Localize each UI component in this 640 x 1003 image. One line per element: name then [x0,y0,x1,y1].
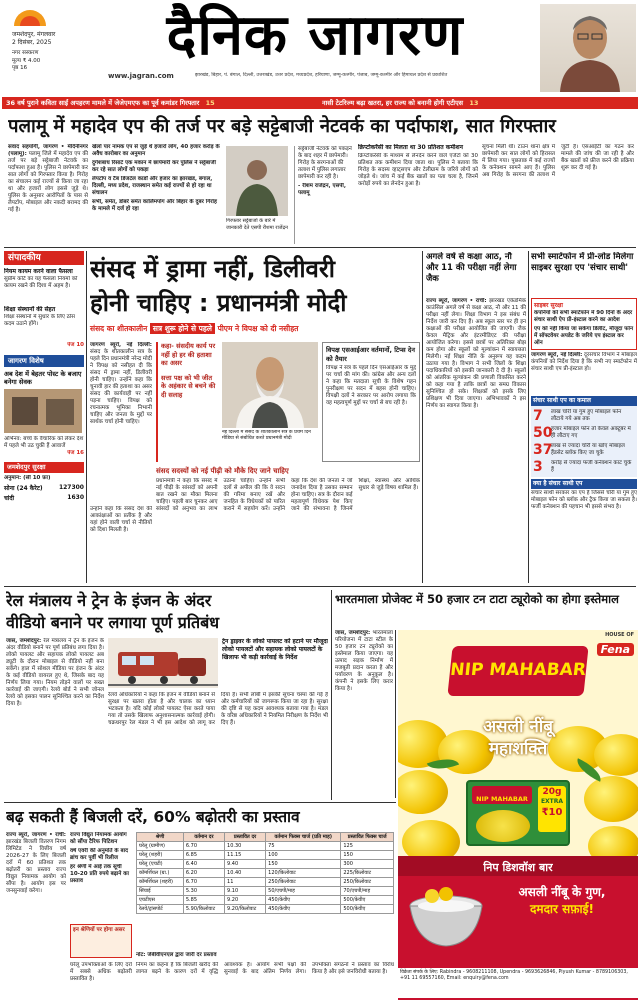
tariff-cell: 9.20 [225,896,266,905]
tariff-cell: घरेलू (शहरी) [137,851,184,860]
lead-bullet: खेलों पार नामक एप से जुड़े थे हजारों लोग, 40 हजार करोड़ के अवैध कारोबार का अनुमान [92,144,220,157]
sanchar-stat [533,459,635,475]
special-photo [4,389,82,433]
lead-bullet: दुर्गेशबांध रिसार्ट एक मकान में छापेमारी कर पुलिस ने सट्टेबाजी कर रहे सात लोगों को पकड़ा [92,160,216,173]
tariff-header: वर्तमान दर [183,833,224,842]
parliament-pull-quote: सत्ता पक्ष को भी जीत के अहंकार से बचने की दी सलाह [161,373,216,399]
parliament-byline: जागरण ब्यूरो, नई दिल्ली: [90,342,152,348]
ad-footer: विक्रेता संपर्क के लिए: Rabindra - 9608211108, Upendra - 9693626846, Piyush Kumar - 8789106303, +91 11 69557160, Email: enquiry@fena.com [398,968,638,998]
tariff-cell: 9.40 [225,860,266,869]
editions-strip: झारखंड, बिहार, पं. बंगाल, दिल्ली, उत्तराखंड, उत्तर प्रदेश, मध्यप्रदेश, हरियाणा, जम्मू-कश्मीर, पंजाब, जम्मू-कश्मीर और हिमाचल प्रदेश से प्रकाशित [195,73,448,78]
lead-byline: संवाद सहयोगी, जागरण • मेदिनीनगर (पलामू): [8,144,88,157]
power-bullet: वर्ष एवरी की अनुमति के बाद ब्रांच कर पूर्वी भी रिलीज [70,848,129,861]
tariff-cell: 6.70 [183,878,224,887]
ad-tagline-1: असली नींबू [483,717,553,737]
lead-bullet: सभी, समेत, डोबरे समेत कालिमपोंग और बिहार के दुबर गिरोह के मामले में दर्ज हो रहा [92,199,217,212]
special-title: जागरण विशेष [4,355,84,367]
tariff-cell: 6.85 [183,851,224,860]
tariff-cell: 500/केवीए [341,896,394,905]
tariff-cell: रेलवे/ट्रांसपोर्ट [137,905,184,914]
ad-tagline-2: महाशक्ति [488,739,548,759]
modi-photo-caption: नई दिल्ली में संसद के शीतकालीन सत्र के प्रथम दिन मीडिया से संबोधित करते प्रधानमंत्री मोदी [222,430,311,441]
rail-headline-2[interactable]: वीडियो बनाने पर लगाया पूर्ण प्रतिबंध [6,613,220,632]
bharatmala-byline: जासं, जमशेदपुर: [335,630,371,636]
sanchar-stat-text: लाख से ज्यादा चोरी या खोए मोबाइल हैंडसेट ब्लॉक किए जा चुके [551,443,625,456]
safety-row [4,484,84,492]
sanchar-headline[interactable]: सभी स्मार्टफोन में प्री-लोड मिलेगा साइबर सुरक्षा एप 'संचार साथी' [531,252,634,273]
parliament-story: संसद में ड्रामा नहीं, डिलीवरी होनी चाहिए : प्रधानमंत्री मोदी संसद का शीतकालीन सत्र शुरू होने से पहले पीएम ने विपक्ष को दी नसीहत जागरण ब्यूरो, नई दिल्ली: संसद के शीतकालीन सत्र के पहले दिन प्रधानमंत्री नरेन्द्र मोदी ने विपक्ष को नसीहत दी कि संसद में ड्रामा नहीं, डिलीवरी होनी चाहिए। उन्होंने कहा कि चुनावी हार की हताशा का असर संसद की कार्यवाही पर नहीं पड़ना चाहिए। विपक्ष को रचनात्मक भूमिका निभानी चाहिए और जनता के मुद्दों पर सार्थक चर्चा होनी चाहिए। कहा- संसदीय कार्य पर नहीं हो हर की हताशा का असर सत्ता पक्ष को भी जीत के अहंकार से बचने की दी सलाह नई दिल्ली में संसद के शीतकालीन सत्र के प्रथम दिन मीडिया से संबोधित करते प्रधानमंत्री मोदी विपक्ष एसआईआर वर्तमानों, टिप्स देन को तैयार विपक्ष ने सत्र के पहले दिन एसआईआर के मुद्दे पर चर्चा की मांग की। कांग्रेस और अन्य दलों ने कहा कि मतदाता सूची के विशेष गहन पुनरीक्षण पर सदन में बहस होनी चाहिए। विपक्षी दलों ने सरकार पर आरोप लगाया कि वह महत्वपूर्ण मुद्दों पर चर्चा से बच रही है। संसद सदस्यों को नई पीढ़ी को मौके दिए जाने चाहिए प्रधानमंत्री ने कहा कि संसद में नई पीढ़ी के सांसदों को अपनी बात रखने का मौका मिलना चाहिए। पहली बार चुनकर आए सांसदों को अनुभव का लाभ उठाना चाहिए। उन्होंने सभी दलों से अपील की कि वे सदन की गरिमा बनाए रखें और जनहित के विधेयकों को पारित कराने में सहयोग करें। उन्होंने कहा कि देश की जनता ने जो जनादेश दिया है उसका सम्मान होना चाहिए। सत्र के दौरान कई महत्वपूर्ण विधेयक पेश किए जाने की संभावना है जिनमें शिक्षा, स्वास्थ्य और आर्थिक सुधार से जुड़े विषय शामिल हैं। उन्होंने कहा कि संसद देश की आकांक्षाओं का प्रतीक है और यहां होने वाली चर्चा से नीतियों को दिशा मिलती है। [90,252,420,584]
top-strip-right-text: नासी टेटरिज्म बढ़ा खतरा, हर राज्य को बनानी होगी एटीएस [322,99,464,107]
editorial-item2[interactable]: शिक्षा संस्थानों की सेहत [4,306,56,313]
tariff-cell: 10.30 [225,842,266,851]
tariff-cell: 6.20 [183,869,224,878]
table-row [137,878,394,887]
tariff-cell: 250/किलोवाट [266,878,341,887]
table-row [137,905,394,914]
editorial-title: संपादकीय [4,251,84,265]
power-bullet: हर श्रेणी में आई तक सूची 10-20 प्रति रुपये बढ़ाने का प्रस्ताव [70,864,129,884]
fena-logo: Fena [597,643,634,656]
columnist-photo [540,4,636,92]
top-strip-left-page: 15 [205,99,215,107]
tariff-cell: 125 [341,842,394,851]
pack-weight: 20g [542,787,562,797]
tariff-cell: 70/एचपी/माह [341,887,394,896]
tariff-cell: 450/केवीए [266,905,341,914]
tariff-cell: घरेलू (ग्रामीण) [137,842,184,851]
top-strip [2,97,638,109]
tariff-cell: 300 [341,860,394,869]
parliament-pull-quote: कहा- संसदीय कार्य पर नहीं हो हर की हताशा का असर [161,342,216,367]
ad-slogan-1: असली नींबू के गुण, [518,885,606,899]
sanchar-box-title: साइबर सुरक्षा [534,302,563,309]
lead-bullet: लेपटॉप व टैब डिजटेल कार्डों और हजार का झारखंड, बंगाल, दिल्ली, मध्य प्रदेश, राजस्थान समेत कई राज्यों से हो रहा था संचालन [92,176,213,196]
safety-subtitle: अनुमान: (सी 10 फ़ा) [4,475,51,481]
lead-box-title: क्रिप्टोकरेंसी का मिलता था 30 प्रतिशत कमीशन [358,144,463,151]
tariff-cell: 75 [266,842,341,851]
jac-headline[interactable]: अगले वर्ष से कक्षा आठ, नौ और 11 की परीक्षा नहीं लेगा जैक [426,252,517,284]
lead-headline[interactable]: पलामू में महादेव एप की तर्ज पर बड़े सट्टेबाजी नेटवर्क का पर्दाफाश, सात गिरफ्तार [8,116,556,137]
tariff-cell: 9.20/किलोवाट [225,905,266,914]
paper-title: दैनिक जागरण [166,2,464,68]
tariff-cell: 250/किलोवाट [341,878,394,887]
parliament-strap-highlight: सत्र शुरू होने से पहले [150,323,215,334]
lead-bullets [92,144,222,213]
rail-pull: ट्रेन ड्राइवर के लोको पायलट को हटाने पर मौजूदा लोको पायलटों और सहायक लोको पायलटों के खिलाफ भी कड़ी कार्रवाई के निर्देश [222,638,328,661]
page-count: पृष्ठ 16 [12,65,28,71]
ad-bar-text: निप डिशवॉश बार [483,861,553,874]
table-row [137,842,394,851]
parliament-side-title[interactable]: विपक्ष एसआईआर वर्तमानों, टिप्स देन को तैयार [326,346,415,363]
rail-headline-1[interactable]: रेल मंत्रालय ने ट्रेन के इंजन के अंदर [6,591,212,610]
parliament-strap-post: पीएम ने विपक्ष को दी नसीहत [217,324,299,333]
train-illustration [108,638,218,688]
tariff-cell: 150 [341,851,394,860]
table-row [137,869,394,878]
masthead-date: 2 दिसंबर, 2025 [12,39,52,46]
safety-row-label: चांदी [4,495,15,502]
tariff-cell: 450/केवीए [266,896,341,905]
sanchar-stat-num: 7 [533,408,543,424]
tariff-cell: 50/एचपी/माह [266,887,341,896]
safety-row-value: 1630 [67,494,84,501]
nip-logo [447,646,588,696]
sanchar-stat-num: 50 [533,425,553,441]
parliament-sub-headline[interactable]: संसद सदस्यों को नई पीढ़ी को मौके दिए जाने चाहिए [156,467,289,475]
tariff-cell: 5.90/किलोवाट [183,905,224,914]
lead-photo-caption: गिरफ्तार सट्टेबाजों के बारे में जानकारी देते एसपी रीशमा राजेंद्रन [226,218,288,231]
lead-quote-by: - रीशम राजेंद्रन, एसपी, पलामू [298,183,346,196]
pack-price: ₹10 [541,807,563,818]
tariff-cell: सिंचाई [137,887,184,896]
jac-story: अगले वर्ष से कक्षा आठ, नौ और 11 की परीक्षा नहीं लेगा जैक राज्य ब्यूरो, जागरण • रांची: झारखंड एकेडमिक काउंसिल अगले वर्ष से कक्षा आठ, नौ और 11 की परीक्षा नहीं लेगा। शिक्षा विभाग ने इस संबंध में निर्देश जारी कर दिए हैं। अब स्कूल स्तर पर ही इन कक्षाओं की परीक्षा आयोजित की जाएगी। जैक केवल मैट्रिक और इंटरमीडिएट की परीक्षा आयोजित करेगा। इससे छात्रों पर अतिरिक्त बोझ कम होगा और स्कूलों को मूल्यांकन में स्वायत्तता मिलेगी। नई शिक्षा नीति के अनुरूप यह कदम उठाया गया है। विभाग ने सभी जिलों के शिक्षा पदाधिकारियों को इसकी जानकारी दे दी है। स्कूलों को आंतरिक मूल्यांकन की प्रणाली विकसित करने को कहा गया है ताकि छात्रों का समग्र विकास सुनिश्चित हो सके। शिक्षकों को इसके लिए प्रशिक्षण भी दिया जाएगा। अभिभावकों ने इस निर्णय का स्वागत किया है। [426,252,526,409]
top-strip-left-link[interactable] [6,97,306,109]
sanchar-stats-title: संचार साथी एप का कमाल [531,396,637,406]
safety-row [4,494,84,502]
jac-byline: राज्य ब्यूरो, जागरण • रांची: [426,298,487,304]
editorial-sidebar: संपादकीय नियम कायम करने वाला फैसला सुप्रीम कोर्ट का यह फैसला नियमों को कायम रखने की दिशा में अहम है। शिक्षा संस्थानों की सेहत शिक्षा संस्थानों में सुधार के लिए ठोस कदम उठाने होंगे। पेज 10 जागरण विशेष अब देश में बेहतर पोस्ट के बजाए बनेगा सेवक अभिनव: बच्चे के वैचारिक को लेकर देश में पहले भी उठ चुकी हैं आवाजें पेज 16 जमशेदपुर सुरक्षा अनुमान: (सी 10 फ़ा) सोना (24 कैरेट) 127300 चांदी 1630 [4,253,84,502]
sanchar-stat-text: लाख चोरी या गुम हुए मोबाइल फोन लौटाये गये अब तक [551,409,622,422]
safety-row-label: सोना (24 कैरेट) [4,485,43,492]
tariff-cell: 225/किलोवाट [341,869,394,878]
safety-row-value: 127300 [58,484,84,491]
tariff-cell: 9.10 [225,887,266,896]
sun-logo-icon [10,6,50,28]
power-headline[interactable]: बढ़ सकती हैं बिजली दरें, 60% बढ़ोतरी का प्रस्ताव [6,808,300,826]
safety-title: जमशेदपुर सुरक्षा [4,462,84,473]
rail-story: रेल मंत्रालय ने ट्रेन के इंजन के अंदर वीडियो बनाने पर लगाया पूर्ण प्रतिबंध जासं, जमशेदपुर: रेल मंत्रालय ने ट्रेन के इंजन के अंदर वीडियो बनाने पर पूर्ण प्रतिबंध लगा दिया है। लोको पायलट और सहायक लोको पायलट अब ड्यूटी के दौरान मोबाइल से वीडियो नहीं बना सकेंगे। हाल में सोशल मीडिया पर इंजन के अंदर के कई वीडियो वायरल हुए थे, जिसके बाद यह निर्णय लिया गया। नियम तोड़ने वालों पर सख्त कार्रवाई की जाएगी। रेलवे बोर्ड ने सभी जोनल रेलवे को इसका पालन सुनिश्चित करने का निर्देश दिया है। ट्रेन ड्राइवर के लोको पायलट को हटाने पर मौजूदा लोको पायलटों और सहायक लोको पायलटों के खिलाफ भी कड़ी कार्रवाई के निर्देश रेलवे अधिकारियों ने कहा कि इंजन में वीडियो बनाने से सुरक्षा पर खतरा होता है और चालक का ध्यान भटकता है। यदि कोई लोको पायलट ऐसा करते पाया गया तो उसके खिलाफ अनुशासनात्मक कार्रवाई होगी। चक्रधरपुर रेल मंडल ने भी इस आदेश को लागू कर दिया है। सभी लॉबी में इसकी सूचना चस्पा की गई है और कर्मचारियों को जागरूक किया जा रहा है। सुरक्षा की दृष्टि से यह कदम आवश्यक बताया गया है। मंडल के वरिष्ठ अधिकारियों ने नियमित निरीक्षण के निर्देश भी दिए हैं। [6,591,328,726]
top-strip-right-link[interactable] [322,97,637,109]
tariff-cell: 150 [266,860,341,869]
tariff-cell: 6.70 [183,842,224,851]
sanchar-byline: जागरण ब्यूरो, नई दिल्ली: [531,352,583,358]
table-row [137,851,394,860]
masthead: जमशेदपुर, मंगलवार 2 दिसंबर, 2025 नगर संस्करण मूल्य ₹ 4.00 पृष्ठ 16 दैनिक जागरण www.jagran.com झारखंड, बिहार, पं. बंगाल, दिल्ली, उत्तराखंड, उत्तर प्रदेश, मध्यप्रदेश, हरियाणा, जम्मू-कश्मीर, पंजाब, जम्मू-कश्मीर और हिमाचल प्रदेश से प्रकाशित [0,0,640,96]
tariff-cell: 500/केवीए [341,905,394,914]
masthead-weekday: मंगलवार [37,31,56,38]
tariff-cell: 11 [225,878,266,887]
sanchar-stat-num: 37 [533,442,553,458]
tariff-header: श्रेणी [137,833,184,842]
top-strip-left-text: 36 वर्ष पुराने कविता साईं अपहरण मामले में जेजेएमएफ का पूर्व कमांडर गिरफ्तार [6,99,200,107]
ad-slogan-2: दमदार सफ़ाई! [530,902,594,916]
sanchar-stat-text: हजार मोबाइल फोन तो केवल अक्टूबर में ही लौटाए गए [551,426,631,439]
ad-brand-top: HOUSE OF [605,632,634,638]
sanchar-stat [533,425,635,441]
sanchar-box-point: कंपनियों को सभी स्मार्टफोन में 90 दिनों के अंदर संचार साथी ऐप प्री-इंस्टाल करने का आदेश [534,310,633,323]
table-row [137,860,394,869]
table-row [137,887,394,896]
rail-byline: जासं, जमशेदपुर: [6,638,42,644]
sanchar-stat [533,408,635,424]
tariff-cell: 6.40 [183,860,224,869]
power-inset-title: इन श्रेणियों पर होगा असर [73,927,125,933]
parliament-headline-2[interactable]: होनी चाहिए : प्रधानमंत्री मोदी [90,289,347,317]
power-byline: राज्य ब्यूरो, जागरण • रांची: [6,832,66,838]
tariff-cell: 10.40 [225,869,266,878]
tariff-cell: 120/किलोवाट [266,869,341,878]
editorial-item1[interactable]: नियम कायम करने वाला फैसला [4,268,73,275]
tariff-cell: 11.15 [225,851,266,860]
tariff-header: प्रस्तावित दर [225,833,266,842]
tariff-cell: 5.30 [183,887,224,896]
top-strip-right-page: 13 [469,99,479,107]
lead-story: संवाद सहयोगी, जागरण • मेदिनीनगर (पलामू): पलामू जिले में महादेव एप की तर्ज पर बड़े सट्टेबाजी नेटवर्क का पर्दाफाश हुआ है। पुलिस ने छापेमारी कर सात लोगों को गिरफ्तार किया है। गिरोह का संचालन कई राज्यों से किया जा रहा था और हजारों लोग इससे जुड़े थे। पुलिस के अनुसार आरोपितों के पास से लैपटॉप, मोबाइल और नकदी बरामद की गई है। खेलों पार नामक एप से जुड़े थे हजारों लोग, 40 हजार करोड़ के अवैध कारोबार का अनुमान दुर्गेशबांध रिसार्ट एक मकान में छापेमारी कर पुलिस ने सट्टेबाजी कर रहे सात लोगों को पकड़ा लेपटॉप व टैब डिजटेल कार्डों और हजार का झारखंड, बंगाल, दिल्ली, मध्य प्रदेश, राजस्थान समेत कई राज्यों से हो रहा था संचालन सभी, समेत, डोबरे समेत कालिमपोंग और बिहार के दुबर गिरोह के मामले में दर्ज हो रहा गिरफ्तार सट्टेबाजों के बारे में जानकारी देते एसपी रीशमा राजेंद्रन सट्टेबाजी नेटवर्क को पकड़ने के बाद शहर में छापेमारी। गिरोह के सरगनाओं की तलाश में पुलिस लगातार छापेमारी कर रही है। - रीशम राजेंद्रन, एसपी, पलामू क्रिप्टोकरेंसी का मिलता था 30 प्रतिशत कमीशन क्रिप्टोकरेंसी के माध्यम से लेनदेन करने वाले एजेंटों को 30 प्रतिशत तक कमीशन दिया जाता था। पुलिस ने बताया कि गिरोह के सदस्य व्हाट्सएप और टेलीग्राम के जरिये लोगों को जोड़ते थे। जांच में कई बैंक खातों का पता चला है, जिनमें करोड़ों रुपये का लेनदेन हुआ है। सूचना मिली थी। टाउन थाना क्षेत्र में छापेमारी कर सात लोगों को हिरासत में लिया गया। पूछताछ में कई राज्यों के कनेक्शन सामने आए हैं। पुलिस अब गिरोह के सरगना की तलाश में जुटी है। एसआईटी का गठन कर मामले की जांच की जा रही है और बैंक खातों को फ्रीज करने की प्रक्रिया शुरू कर दी गई है। [8,144,636,244]
pack-brand: NIP MAHABAR [476,795,528,803]
power-bullet: राज्य विद्युत नियामक आयोग को सौंपा टैरिफ पिटिशन [70,832,127,845]
modi-photo [222,342,318,428]
sanchar-stat [533,442,635,458]
sanchar-box-point: एप को नहीं किया जा सकेगा डिलीट, मौजूदा फोन में सॉफ्टवेयर अपडेट के जरिये एप इंस्टाल कर ऑन [534,326,634,346]
special-headline[interactable]: अब देश में बेहतर पोस्ट के बजाए बनेगा सेवक [4,370,82,386]
parliament-strap-pre: संसद का शीतकालीन [90,324,148,333]
tariff-cell: एचटीएस [137,896,184,905]
tariff-cell: घरेलू (एचटी) [137,860,184,869]
website[interactable]: www.jagran.com [108,72,174,80]
nip-mahabar-ad[interactable] [398,630,638,1000]
special-sub: अभिनव: बच्चे के वैचारिक को लेकर देश में पहले भी उठ चुकी हैं आवाजें [4,436,84,449]
masthead-city: जमशेदपुर [12,31,34,38]
tariff-header: वर्तमान फिक्स चार्ज (प्रति माह) [266,833,341,842]
sanchar-stat-text: करोड़ से ज्यादा फर्जी कनेक्शन काट चुके हैं [551,460,632,473]
power-inset [70,924,132,958]
parliament-headline-1[interactable]: संसद में ड्रामा नहीं, डिलीवरी [90,255,335,283]
power-story: बढ़ सकती हैं बिजली दरें, 60% बढ़ोतरी का प्रस्ताव राज्य ब्यूरो, जागरण • रांची: झारखंड बिजली वितरण निगम लिमिटेड ने वित्तीय वर्ष 2026-27 के लिए बिजली दरों में 60 प्रतिशत तक बढ़ोतरी का प्रस्ताव राज्य विद्युत नियामक आयोग को सौंपा है। आयोग इस पर जनसुनवाई करेगा। राज्य विद्युत नियामक आयोग को सौंपा टैरिफ पिटिशन वर्ष एवरी की अनुमति के बाद ब्रांच कर पूर्वी भी रिलीज हर श्रेणी में आई तक सूची 10-20 प्रति रुपये बढ़ाने का प्रस्ताव इन श्रेणियों पर होगा असर घरेलू उपभोक्ताओं के लिए दरों में सबसे अधिक बढ़ोतरी प्रस्तावित है। श्रेणी वर्तमान दर प्रस्तावित दर वर्तमान फिक्स चार्ज (प्रति माह) प्रस्तावित फिक्स चार्ज घरेलू (ग्रामीण) 6.70 10.30 75 125 घरेलू (शहरी) 6.85 11.15 100 150 घरेलू (एचटी) 6.40 9.40 150 300 कॉमर्शियल (ग्रा.) 6.20 10.40 120/किलोवाट 225/किलोवाट कॉमर्शियल (शहरी) 6.70 11 250/किलोवाट 250/किलोवाट सिंचाई 5.30 9.10 50/एचपी/माह 70/एचपी/माह एचटीएस 5.85 9.20 450/केवीए 500/केवीए रेलवे/ट्रांसपोर्ट 5.90/किलोवाट 9.20/किलोवाट 450/केवीए 500/केवीए नोट: जेबीवीएनएल द्वारा जारी दर प्रस्ताव निगम का कहना है कि बिजली खरीद की लागत बढ़ने के कारण दरों में वृद्धि आवश्यक है। आयोग सभी पक्षों की सुनवाई के बाद अंतिम निर्णय लेगा। उपभोक्ता संगठनों ने प्रस्ताव का विरोध किया है और इसे जनविरोधी बताया है। [6,808,394,982]
tariff-cell: कॉमर्शियल (शहरी) [137,878,184,887]
price: मूल्य ₹ 4.00 [12,57,41,64]
bharatmala-headline[interactable]: भारतमाला प्रोजेक्ट में 50 हजार टन टाटा ट्यूरोको का होगा इस्तेमाल [335,592,619,606]
tariff-note: नोट: जेबीवीएनएल द्वारा जारी दर प्रस्ताव [136,952,217,958]
sanchar-question: क्या है संचार साथी एप [531,479,637,489]
lead-photo [226,146,288,216]
tariff-header: प्रस्तावित फिक्स चार्ज [341,833,394,842]
lead-quote: सट्टेबाजी नेटवर्क को पकड़ने के बाद शहर में छापेमारी। गिरोह के सरगनाओं की तलाश में पुलिस लगातार छापेमारी कर रही है। [298,146,352,180]
tariff-cell: 5.85 [183,896,224,905]
product-pack [466,780,570,846]
special-page-ref[interactable]: पेज 16 [67,450,84,456]
sanchar-stat-num: 3 [533,459,543,475]
nip-logo-text: NIP MAHABAR [449,660,587,680]
bowl-icon [406,886,486,950]
edition-label: नगर संस्करण [12,50,39,56]
pack-extra: EXTRA [540,798,564,805]
tariff-cell: 100 [266,851,341,860]
editorial-page-ref[interactable]: पेज 10 [67,342,84,348]
table-row [137,896,394,905]
tariff-cell: कॉमर्शियल (ग्रा.) [137,869,184,878]
sanchar-story: सभी स्मार्टफोन में प्री-लोड मिलेगा साइबर सुरक्षा एप 'संचार साथी' साइबर सुरक्षा कंपनियों को सभी स्मार्टफोन में 90 दिनों के अंदर संचार साथी ऐप प्री-इंस्टाल करने का आदेश एप को नहीं किया जा सकेगा डिलीट, मौजूदा फोन में सॉफ्टवेयर अपडेट के जरिये एप इंस्टाल कर ऑन जागरण ब्यूरो, नई दिल्ली: दूरसंचार विभाग ने मोबाइल कंपनियों को निर्देश दिया है कि सभी नए स्मार्टफोन में संचार साथी एप प्री-इंस्टाल हो। संचार साथी एप का कमाल 7 लाख चोरी या गुम हुए मोबाइल फोन लौटाये गये अब तक 50 हजार मोबाइल फोन तो केवल अक्टूबर में ही लौटाए गए 37 लाख से ज्यादा चोरी या खोए मोबाइल हैंडसेट ब्लॉक किए जा चुके 3 करोड़ से ज्यादा फर्जी कनेक्शन काट चुके हैं क्या है संचार साथी एप संचार साथी सरकार का एप है जिससे चोरी या गुम हुए मोबाइल फोन को ब्लॉक और ट्रैक किया जा सकता है। फर्जी कनेक्शन की पहचान भी इससे संभव है। [531,252,637,510]
tariff-table [136,832,394,914]
